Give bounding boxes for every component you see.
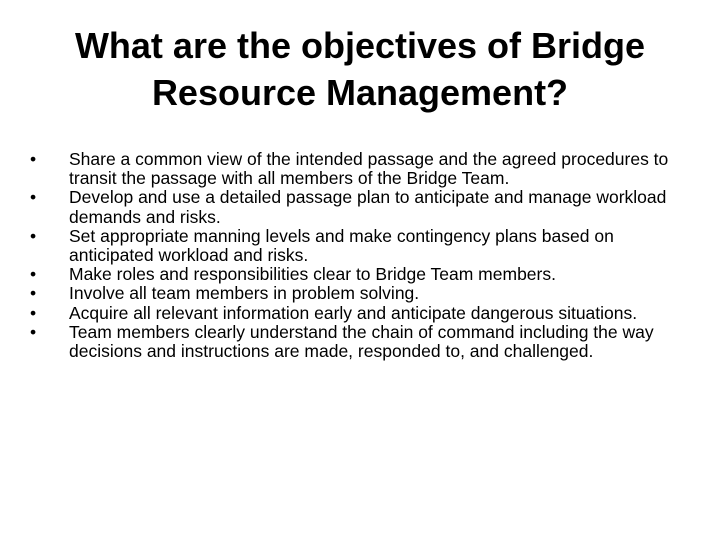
list-item: [30, 284, 690, 303]
list-item-text: Share a common view of the intended passage and the agreed procedures to transit the passage with all members of the Bridge Team.: [69, 149, 669, 189]
list-item: [30, 265, 690, 284]
list-item-text: Acquire all relevant information early and anticipate dangerous situations.: [69, 302, 638, 323]
objectives-list: [30, 150, 690, 361]
bullet-marker: •: [30, 264, 37, 285]
list-item-text: Develop and use a detailed passage plan to anticipate and manage workload demands and risks.: [69, 187, 667, 227]
slide-title-line: Resource Management?: [151, 72, 569, 113]
list-item: [30, 150, 690, 188]
list-item: [30, 227, 690, 265]
bullet-marker: •: [30, 321, 37, 342]
list-item-text: Team members clearly understand the chain of command including the way decisions and instructions are made, responded to, and challenged.: [69, 321, 654, 362]
bullet-marker: •: [30, 283, 37, 304]
bullet-marker: •: [30, 187, 37, 208]
list-item-text: Set appropriate manning levels and make contingency plans based on anticipated workload and risks.: [69, 225, 614, 266]
slide-title-line: What are the objectives of Bridge: [74, 25, 646, 66]
bullet-marker: •: [30, 149, 37, 169]
list-item-text: Involve all team members in problem solving.: [69, 283, 420, 304]
bullet-marker: •: [30, 225, 37, 246]
list-item: [30, 323, 690, 361]
list-item-text: Make roles and responsibilities clear to Bridge Team members.: [69, 264, 556, 285]
list-item: [30, 188, 690, 226]
slide-title: [0, 22, 720, 116]
bullet-marker: •: [30, 302, 37, 323]
list-item: [30, 304, 690, 323]
